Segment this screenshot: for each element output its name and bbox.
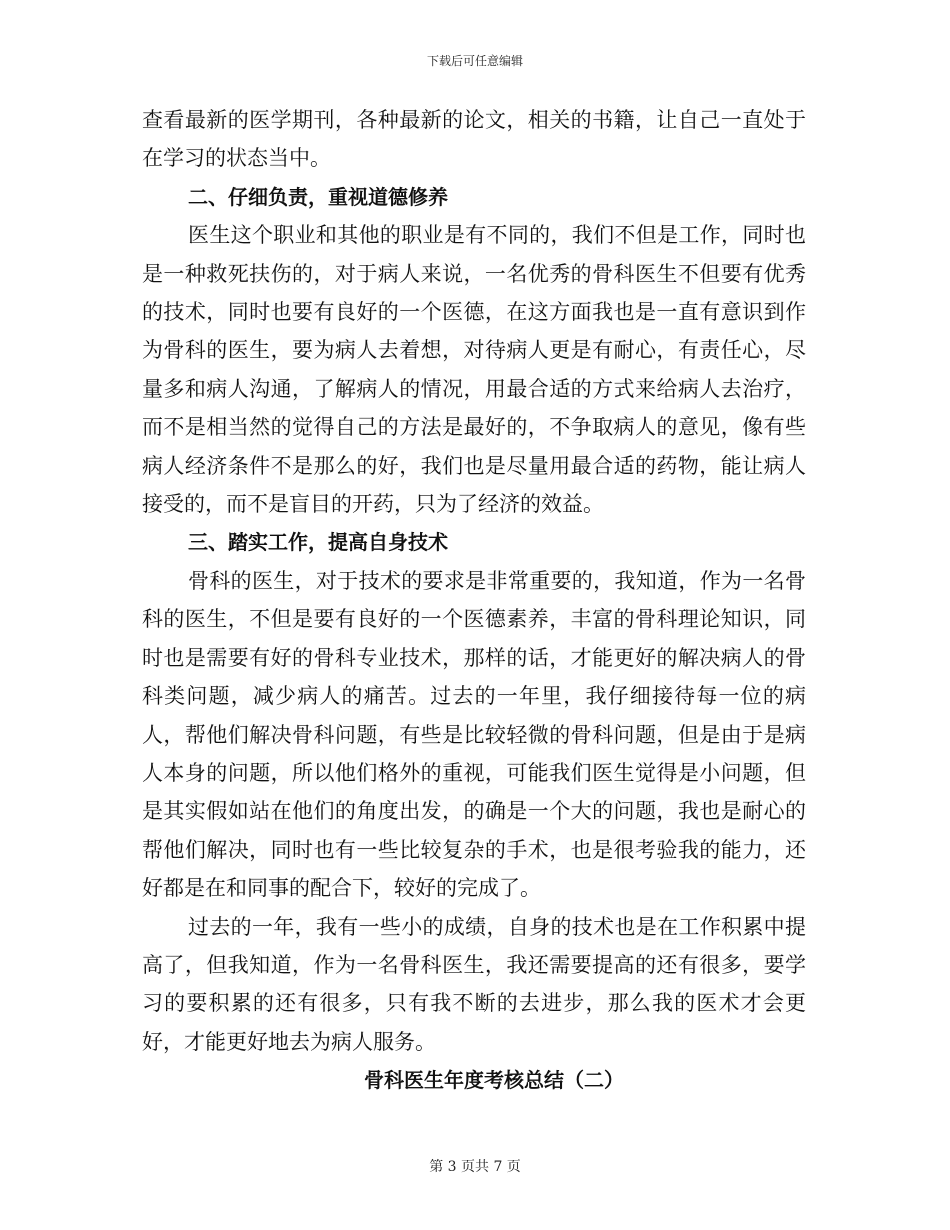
paragraph-technique: 骨科的医生，对于技术的要求是非常重要的，我知道，作为一名骨科的医生，不但是要有良好的一个医德素养，丰富的骨科理论知识，同时也是需要有好的骨科专业技术，那样的话，才能更好的解决病人的骨科类问题，减少病人的痛苦。过去的一年里，我仔细接待每一位的病人，帮他们解决骨科问题，有些是比较轻微的骨科问题，但是由于是病人本身的问题，所以他们格外的重视，可能我们医生觉得是小问题，但是其实假如站在他们的角度出发，的确是一个大的问题，我也是耐心的帮他们解决，同时也有一些比较复杂的手术，也是很考验我的能力，还好都是在和同事的配合下，较好的完成了。 [142, 568, 806, 901]
page-header: 下载后可任意编辑 [426, 54, 523, 68]
paragraph-continuation: 查看最新的医学期刊，各种最新的论文，相关的书籍，让自己一直处于在学习的状态当中。 [142, 108, 806, 171]
page-number: 第 3 页共 7 页 [429, 1159, 521, 1175]
next-document-title: 骨科医生年度考核总结（二） [364, 1068, 624, 1093]
paragraph-conclusion: 过去的一年，我有一些小的成绩，自身的技术也是在工作积累中提高了，但我知道，作为一名骨科医生，我还需要提高的还有很多，要学习的要积累的还有很多，只有我不断的去进步，那么我的医术才会更好，才能更好地去为病人服务。 [142, 914, 806, 1054]
paragraph-ethics: 医生这个职业和其他的职业是有不同的，我们不但是工作，同时也是一种救死扶伤的，对于病人来说，一名优秀的骨科医生不但要有优秀的技术，同时也要有良好的一个医德，在这方面我也是一直有意识到作为骨科的医生，要为病人去着想，对待病人更是有耐心，有责任心，尽量多和病人沟通，了解病人的情况，用最合适的方式来给病人去治疗，而不是相当然的觉得自己的方法是最好的，不争取病人的意见，像有些病人经济条件不是那么的好，我们也是尽量用最合适的药物，能让病人接受的，而不是盲目的开药，只为了经济的效益。 [142, 223, 806, 517]
document-body [142, 101, 806, 1100]
section-heading-3: 三、踏实工作，提高自身技术 [188, 530, 448, 555]
section-heading-2: 二、仔细负责，重视道德修养 [188, 184, 448, 209]
